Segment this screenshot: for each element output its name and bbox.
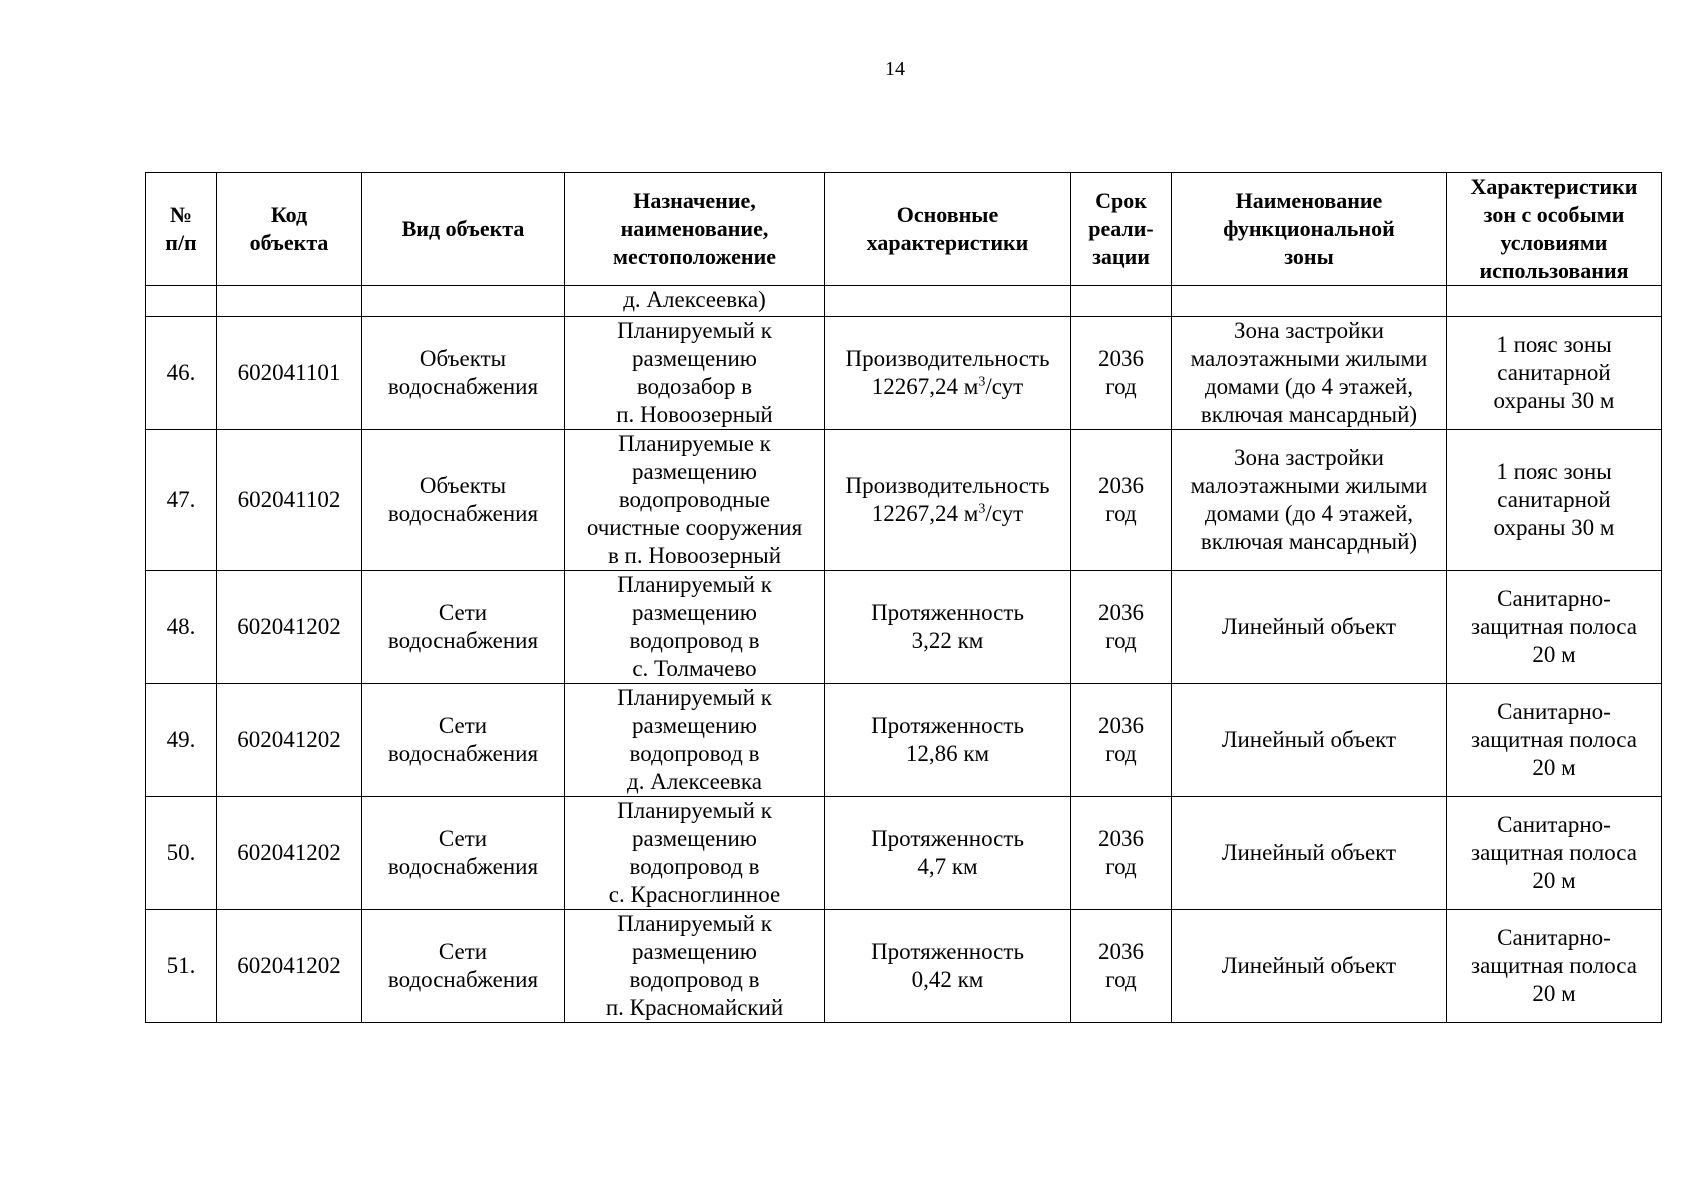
table-cell [217,286,362,317]
spec-text: Производительность 12267,24 м [845,346,1050,399]
table-cell-term: 2036 год [1071,430,1172,571]
table-cell-spec [825,317,1071,430]
table-cell-zone: Зона застройки малоэтажными жилыми домами (до 4 этажей, включая мансардный) [1172,317,1447,430]
table-cell-zone: Линейный объект [1172,571,1447,684]
table-row [146,910,1662,1023]
header-object-type: Вид объекта [362,173,565,286]
spec-unit: /сут [985,501,1024,526]
table-cell-spec: Протяженность 0,42 км [825,910,1071,1023]
table-cell [1447,286,1662,317]
table-cell-term: 2036 год [1071,571,1172,684]
table-cell-restrictions: Санитарно- защитная полоса 20 м [1447,684,1662,797]
table-row [146,317,1662,430]
header-special-zones: Характеристики зон с особыми условиями использования [1447,173,1662,286]
table-cell-restrictions: 1 пояс зоны санитарной охраны 30 м [1447,317,1662,430]
table-cell-type: Сети водоснабжения [362,910,565,1023]
table-cell-spec: Протяженность 4,7 км [825,797,1071,910]
table-cell-code: 602041102 [217,430,362,571]
table-cell-number: 46. [146,317,217,430]
table-header-row [146,173,1662,286]
objects-table [145,172,1662,1023]
table-cell-code: 602041202 [217,797,362,910]
table-cell-purpose: Планируемые к размещению водопроводные очистные сооружения в п. Новоозерный [565,430,825,571]
table-cell-code: 602041202 [217,684,362,797]
table-cell-type: Объекты водоснабжения [362,430,565,571]
table-cell-term: 2036 год [1071,317,1172,430]
table-cell-type: Сети водоснабжения [362,797,565,910]
table-cell [825,286,1071,317]
table-cell-number: 47. [146,430,217,571]
table-cell-spec: Протяженность 3,22 км [825,571,1071,684]
table-cell-purpose: Планируемый к размещению водопровод в с. Красноглинное [565,797,825,910]
table-cell-purpose: Планируемый к размещению водозабор в п. Новоозерный [565,317,825,430]
table-cell-code: 602041202 [217,910,362,1023]
table-cell-code: 602041101 [217,317,362,430]
table-cell-purpose: Планируемый к размещению водопровод в д. Алексеевка [565,684,825,797]
table-cell-purpose: Планируемый к размещению водопровод в с. Толмачево [565,571,825,684]
table-row [146,684,1662,797]
header-implementation-term: Срок реали- зации [1071,173,1172,286]
table-cell [362,286,565,317]
header-main-characteristics: Основные характеристики [825,173,1071,286]
table-cell-spec: Протяженность 12,86 км [825,684,1071,797]
table-cell-type: Сети водоснабжения [362,571,565,684]
table-cell-term: 2036 год [1071,797,1172,910]
spec-text: Производительность 12267,24 м [845,473,1050,526]
table-cell-restrictions: Санитарно- защитная полоса 20 м [1447,571,1662,684]
spec-superscript: 3 [978,374,986,390]
table-cell-term: 2036 год [1071,910,1172,1023]
spec-unit: /сут [985,374,1024,399]
table-cell-number: 49. [146,684,217,797]
header-object-code: Код объекта [217,173,362,286]
header-number: № п/п [146,173,217,286]
table-cell-purpose: Планируемый к размещению водопровод в п. Красномайский [565,910,825,1023]
table-cell [1071,286,1172,317]
table-cell-zone: Линейный объект [1172,684,1447,797]
table-cell-zone: Линейный объект [1172,797,1447,910]
spec-superscript: 3 [978,501,986,517]
table-cell-restrictions: Санитарно- защитная полоса 20 м [1447,797,1662,910]
table-cell-code: 602041202 [217,571,362,684]
table-cell-location: д. Алексеевка) [565,286,825,317]
table-cell-zone: Зона застройки малоэтажными жилыми домами (до 4 этажей, включая мансардный) [1172,430,1447,571]
table-row [146,571,1662,684]
table-cell-number: 48. [146,571,217,684]
table-cell-number: 51. [146,910,217,1023]
table-cell-term: 2036 год [1071,684,1172,797]
header-functional-zone: Наименование функциональной зоны [1172,173,1447,286]
table-continuation-row [146,286,1662,317]
table-row [146,797,1662,910]
table-cell-restrictions: 1 пояс зоны санитарной охраны 30 м [1447,430,1662,571]
table-cell [1172,286,1447,317]
table-cell-type: Сети водоснабжения [362,684,565,797]
table-cell [146,286,217,317]
table-cell-spec [825,430,1071,571]
table-row [146,430,1662,571]
page-number: 14 [885,58,905,80]
table-cell-zone: Линейный объект [1172,910,1447,1023]
header-purpose-location: Назначение, наименование, местоположение [565,173,825,286]
table-cell-number: 50. [146,797,217,910]
table-cell-type: Объекты водоснабжения [362,317,565,430]
table-cell-restrictions: Санитарно- защитная полоса 20 м [1447,910,1662,1023]
